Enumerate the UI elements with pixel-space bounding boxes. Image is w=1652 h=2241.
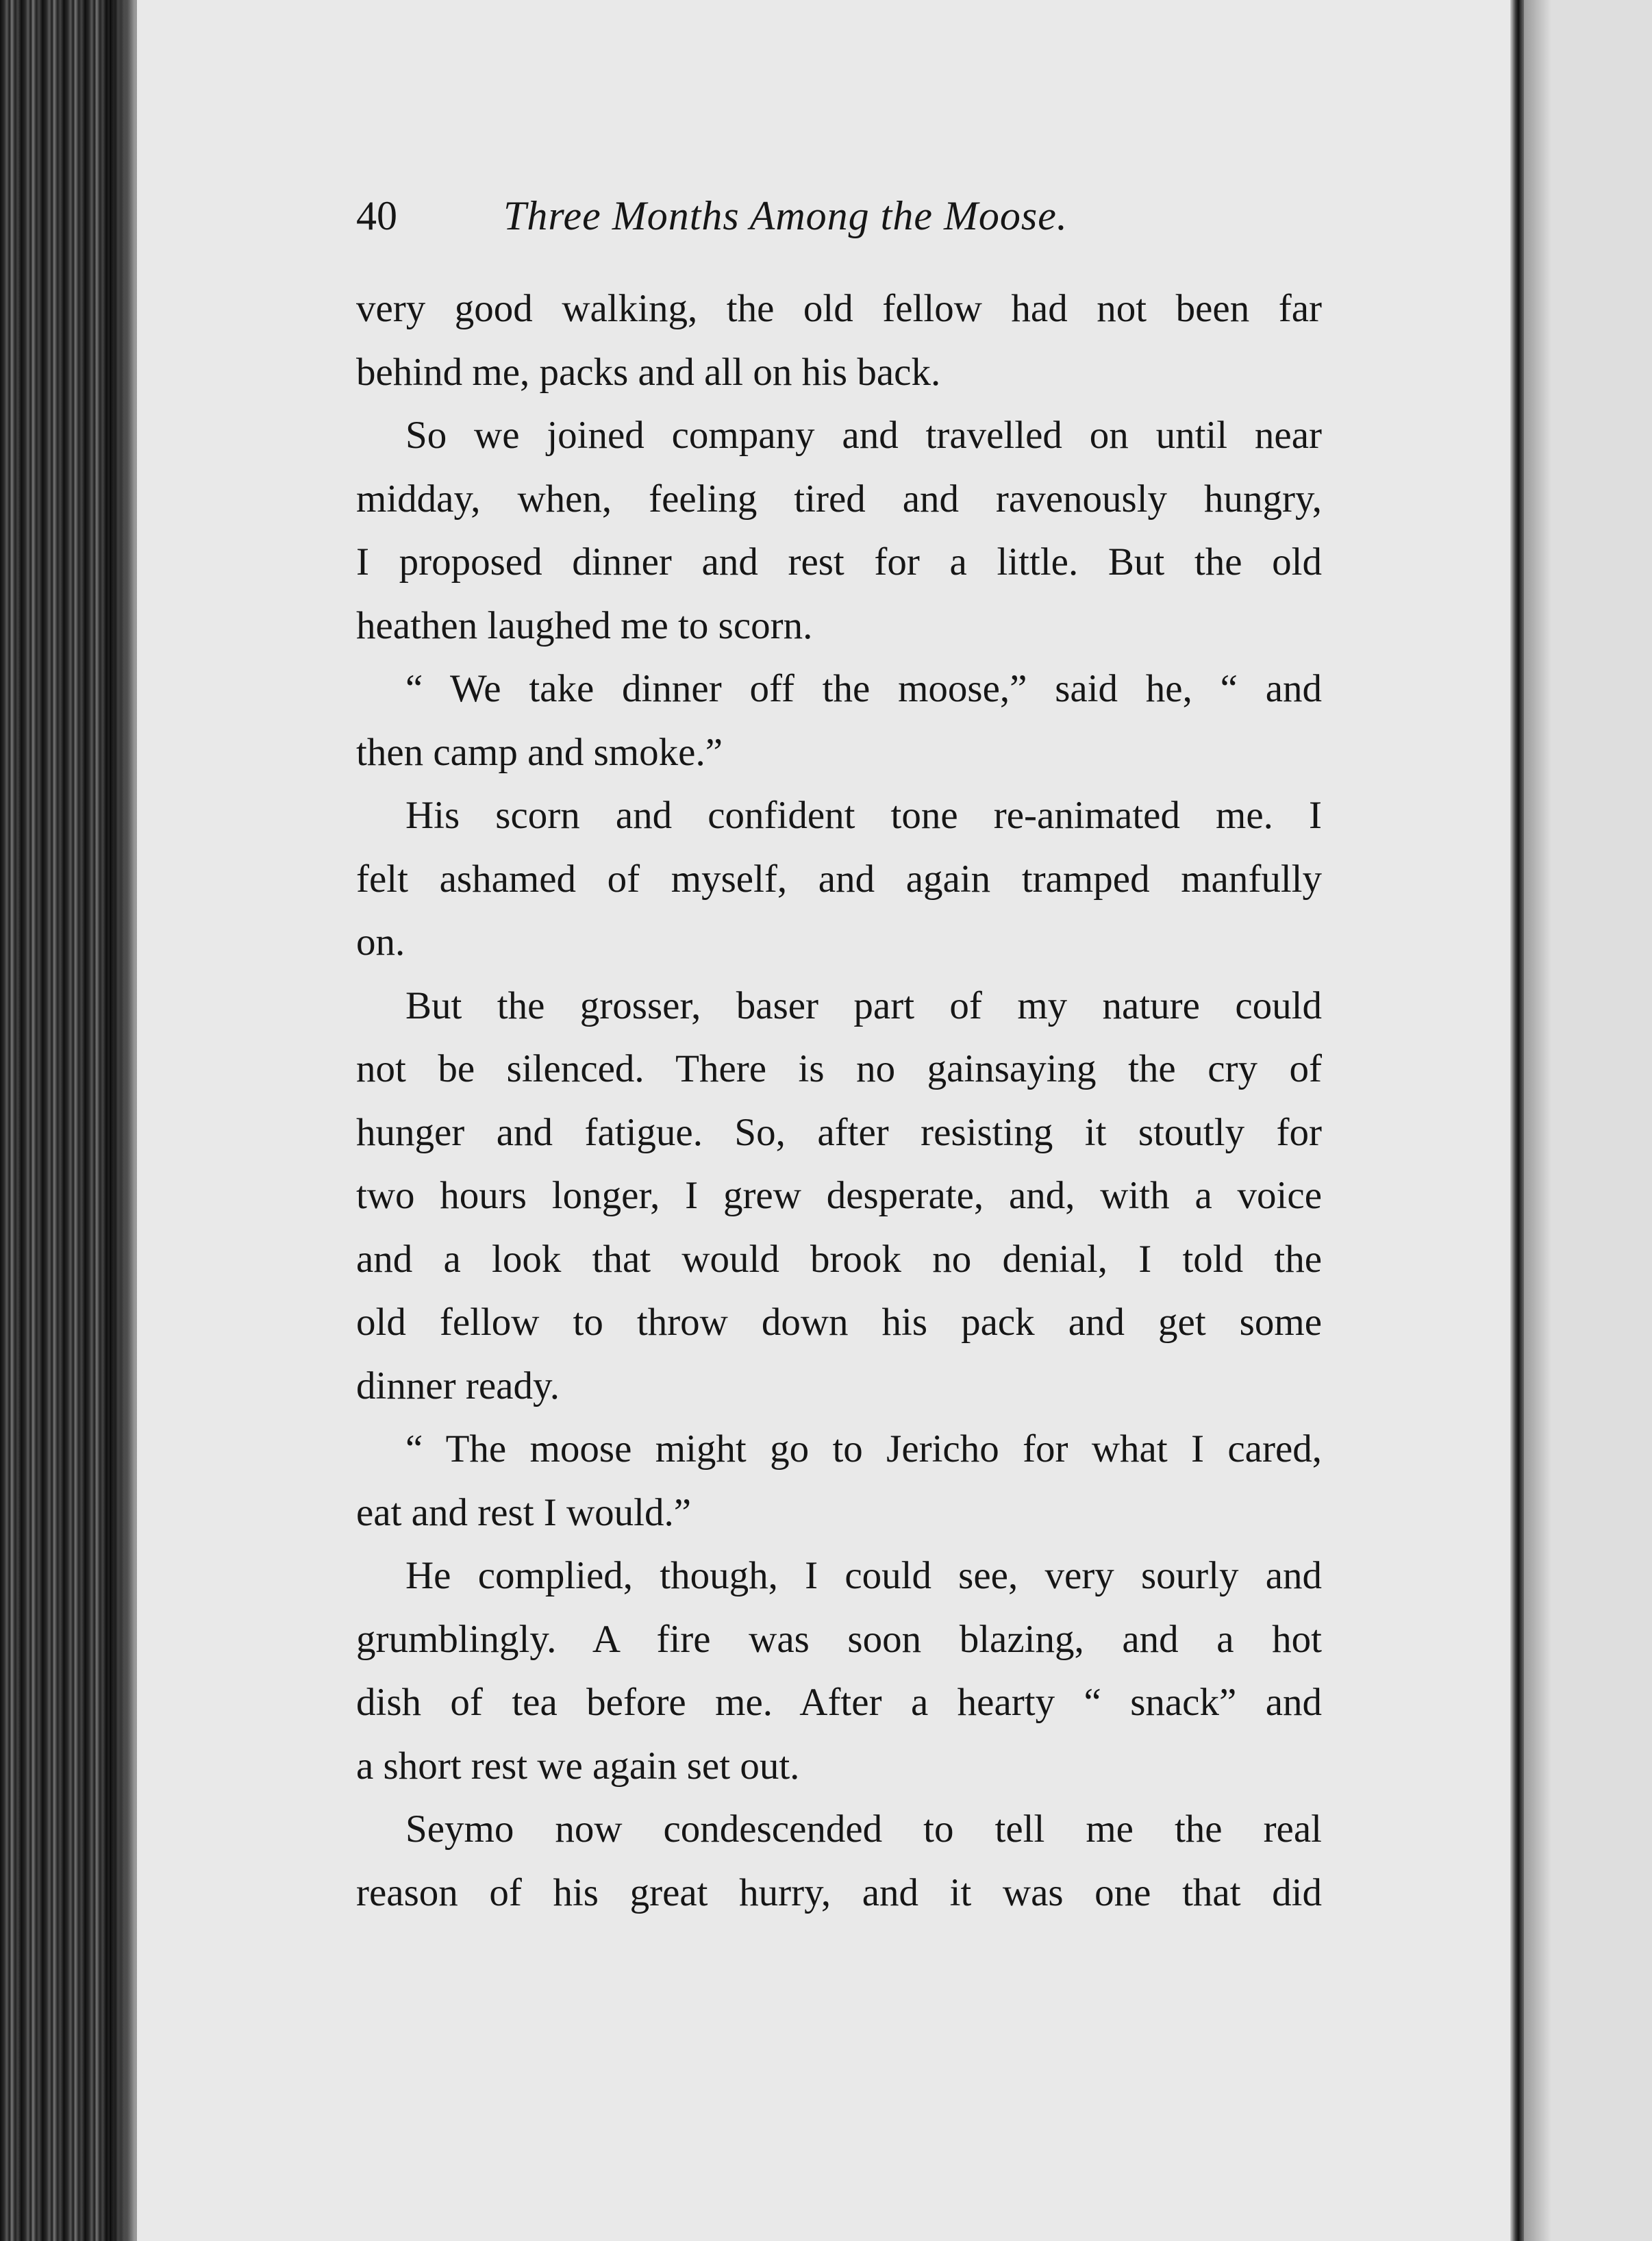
- page-header: [356, 185, 1212, 247]
- text-line: then camp and smoke.”: [356, 730, 723, 774]
- text-line: a short rest we again set out.: [356, 1744, 800, 1788]
- text-line: So we joined company and travelled on until near: [405, 414, 1322, 457]
- text-line: midday, when, feeling tired and ravenously hungry,: [356, 477, 1322, 521]
- text-line: I proposed dinner and rest for a little. But the old: [356, 540, 1322, 584]
- text-line: His scorn and confident tone re-animated me. I: [405, 794, 1322, 837]
- body-text: [356, 277, 1322, 1925]
- text-line: Seymo now condescended to tell me the real: [405, 1807, 1322, 1851]
- page-number: 40: [356, 193, 397, 238]
- text-line: behind me, packs and all on his back.: [356, 350, 941, 394]
- text-line: felt ashamed of myself, and again tramped manfully: [356, 857, 1322, 901]
- binding-shadow: [110, 0, 140, 2241]
- text-line: two hours longer, I grew desperate, and, with a voice: [356, 1174, 1322, 1217]
- text-line: heathen laughed me to scorn.: [356, 603, 813, 647]
- text-line: grumblingly. A fire was soon blazing, and a hot: [356, 1617, 1322, 1661]
- facing-page-shade: [1524, 0, 1551, 2241]
- facing-page-edge: [1524, 0, 1652, 2241]
- text-line: on.: [356, 921, 405, 964]
- text-line: very good walking, the old fellow had not been far: [356, 287, 1322, 330]
- text-line: eat and rest I would.”: [356, 1490, 692, 1534]
- text-line: hunger and fatigue. So, after resisting it stoutly for: [356, 1110, 1322, 1154]
- text-line: dinner ready.: [356, 1364, 560, 1407]
- text-line: “ The moose might go to Jericho for what I cared,: [405, 1427, 1322, 1470]
- text-line: reason of his great hurry, and it was one that did: [356, 1870, 1322, 1914]
- text-line: dish of tea before me. After a hearty “ snack” and: [356, 1681, 1322, 1724]
- running-title: Three Months Among the Moose.: [503, 193, 1068, 238]
- text-line: and a look that would brook no denial, I told the: [356, 1237, 1322, 1281]
- text-line: But the grosser, baser part of my nature could: [405, 984, 1322, 1027]
- text-line: He complied, though, I could see, very sourly and: [405, 1554, 1322, 1597]
- text-line: old fellow to throw down his pack and get some: [356, 1301, 1322, 1344]
- text-line: not be silenced. There is no gainsaying the cry of: [356, 1047, 1322, 1090]
- text-line: “ We take dinner off the moose,” said he, “ and: [405, 667, 1322, 710]
- page-gutter: [1510, 0, 1524, 2241]
